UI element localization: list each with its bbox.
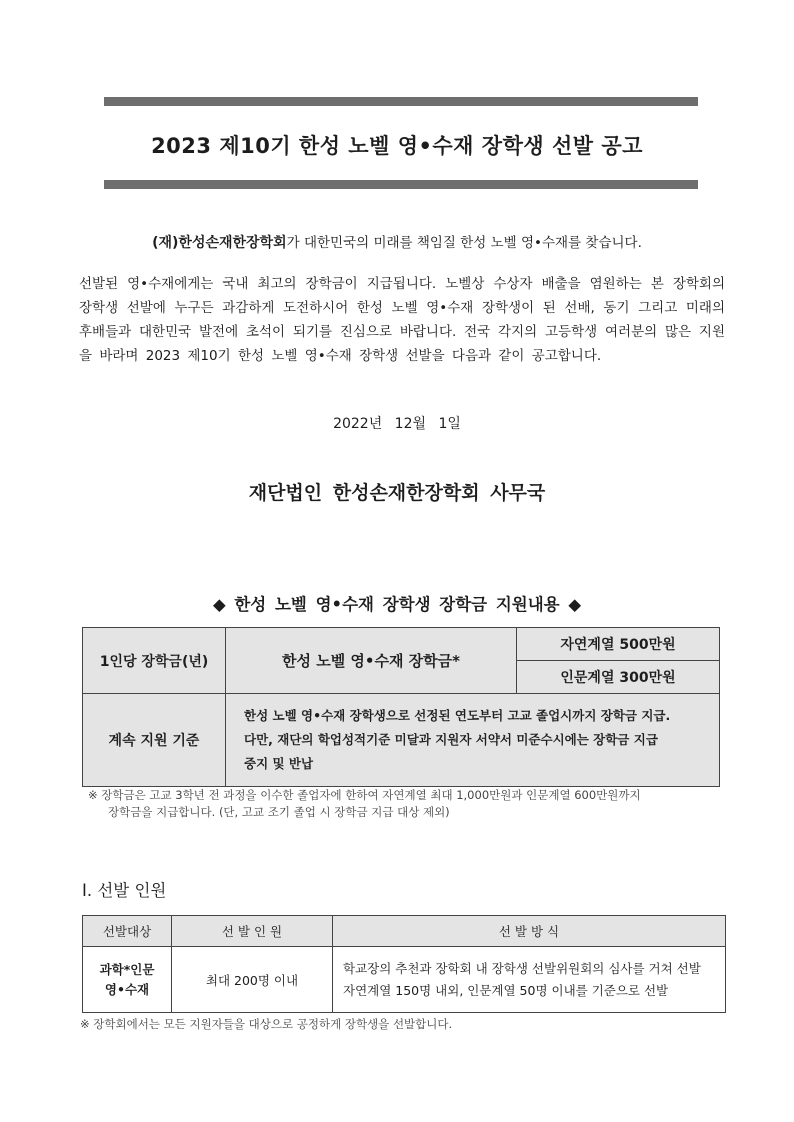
scholarship-note bbox=[88, 787, 728, 821]
humanities-amount: 인문계열 300만원 bbox=[517, 661, 720, 694]
target-line: 영•수재 bbox=[104, 981, 150, 997]
intro-org-name: (재)한성손재한장학회 bbox=[152, 235, 287, 251]
method-line: 자연계열 150명 내외, 인문계열 50명 이내를 기준으로 선발 bbox=[343, 982, 669, 998]
target-line: 과학*인문 bbox=[99, 961, 155, 977]
selection-table bbox=[82, 915, 726, 1013]
science-amount: 자연계열 500만원 bbox=[517, 628, 720, 661]
col-header-method: 선 발 방 식 bbox=[333, 916, 726, 947]
method-line: 학교장의 추천과 장학회 내 장학생 선발위원회의 심사를 거쳐 선발 bbox=[343, 960, 701, 976]
page-title: 2023 제10기 한성 노벨 영•수재 장학생 선발 공고 bbox=[151, 134, 643, 158]
scholarship-amount-label: 1인당 장학금(년) bbox=[83, 628, 226, 694]
note-line: ※ 장학금은 고교 3학년 전 과정을 이수한 졸업자에 한하여 자연계열 최대 1,000만원과 인문계열 600만원까지 bbox=[88, 788, 641, 802]
criteria-line: 한성 노벨 영•수재 장학생으로 선정된 연도부터 고교 졸업시까지 장학금 지급. bbox=[244, 708, 671, 723]
support-heading: ◆ 한성 노벨 영•수재 장학생 장학금 지원내용 ◆ bbox=[212, 595, 582, 614]
scholarship-support-table bbox=[82, 627, 720, 787]
intro-text: 가 대한민국의 미래를 책임질 한성 노벨 영•수재를 찾습니다. bbox=[286, 235, 642, 251]
section-heading-selection: Ⅰ. 선발 인원 bbox=[82, 881, 167, 900]
intro-line bbox=[0, 231, 794, 252]
title-top-rule bbox=[104, 97, 698, 106]
scholarship-name: 한성 노벨 영•수재 장학금* bbox=[226, 628, 517, 694]
continued-support-criteria bbox=[226, 694, 720, 787]
criteria-line: 중지 및 반납 bbox=[244, 756, 314, 771]
issuer-name: 재단법인 한성손재한장학회 사무국 bbox=[248, 482, 546, 504]
selection-count: 최대 200명 이내 bbox=[172, 947, 333, 1013]
title-bottom-rule bbox=[104, 180, 698, 189]
col-header-target: 선발대상 bbox=[83, 916, 172, 947]
note-line: 장학금을 지급합니다. (단, 고교 조기 졸업 시 장학금 지급 대상 제외) bbox=[108, 805, 450, 819]
announcement-body: 선발된 영•수재에게는 국내 최고의 장학금이 지급됩니다. 노벨상 수상자 배출을 염원하는 본 장학회의 장학생 선발에 누구든 과감하게 도전하시어 한성 노벨 영•수재 장학생이 된 선배, 동기 그리고 미래의 후배들과 대한민국 발전에 초석이 되기를 진심으로 바랍니다. 전국 각지의 고등학생 여러분의 많은 지원을 바라며 2023 제10기 한성 노벨 영•수재 장학생 선발을 다음과 같이 공고합니다. bbox=[79, 276, 725, 364]
col-header-count: 선 발 인 원 bbox=[172, 916, 333, 947]
selection-note: ※ 장학회에서는 모든 지원자들을 대상으로 공정하게 장학생을 선발합니다. bbox=[80, 1017, 453, 1031]
criteria-line: 다만, 재단의 학업성적기준 미달과 지원자 서약서 미준수시에는 장학금 지급 bbox=[244, 732, 658, 747]
announcement-date: 2022년 12월 1일 bbox=[333, 416, 461, 432]
selection-method bbox=[333, 947, 726, 1013]
selection-target bbox=[83, 947, 172, 1013]
continued-support-label: 계속 지원 기준 bbox=[83, 694, 226, 787]
